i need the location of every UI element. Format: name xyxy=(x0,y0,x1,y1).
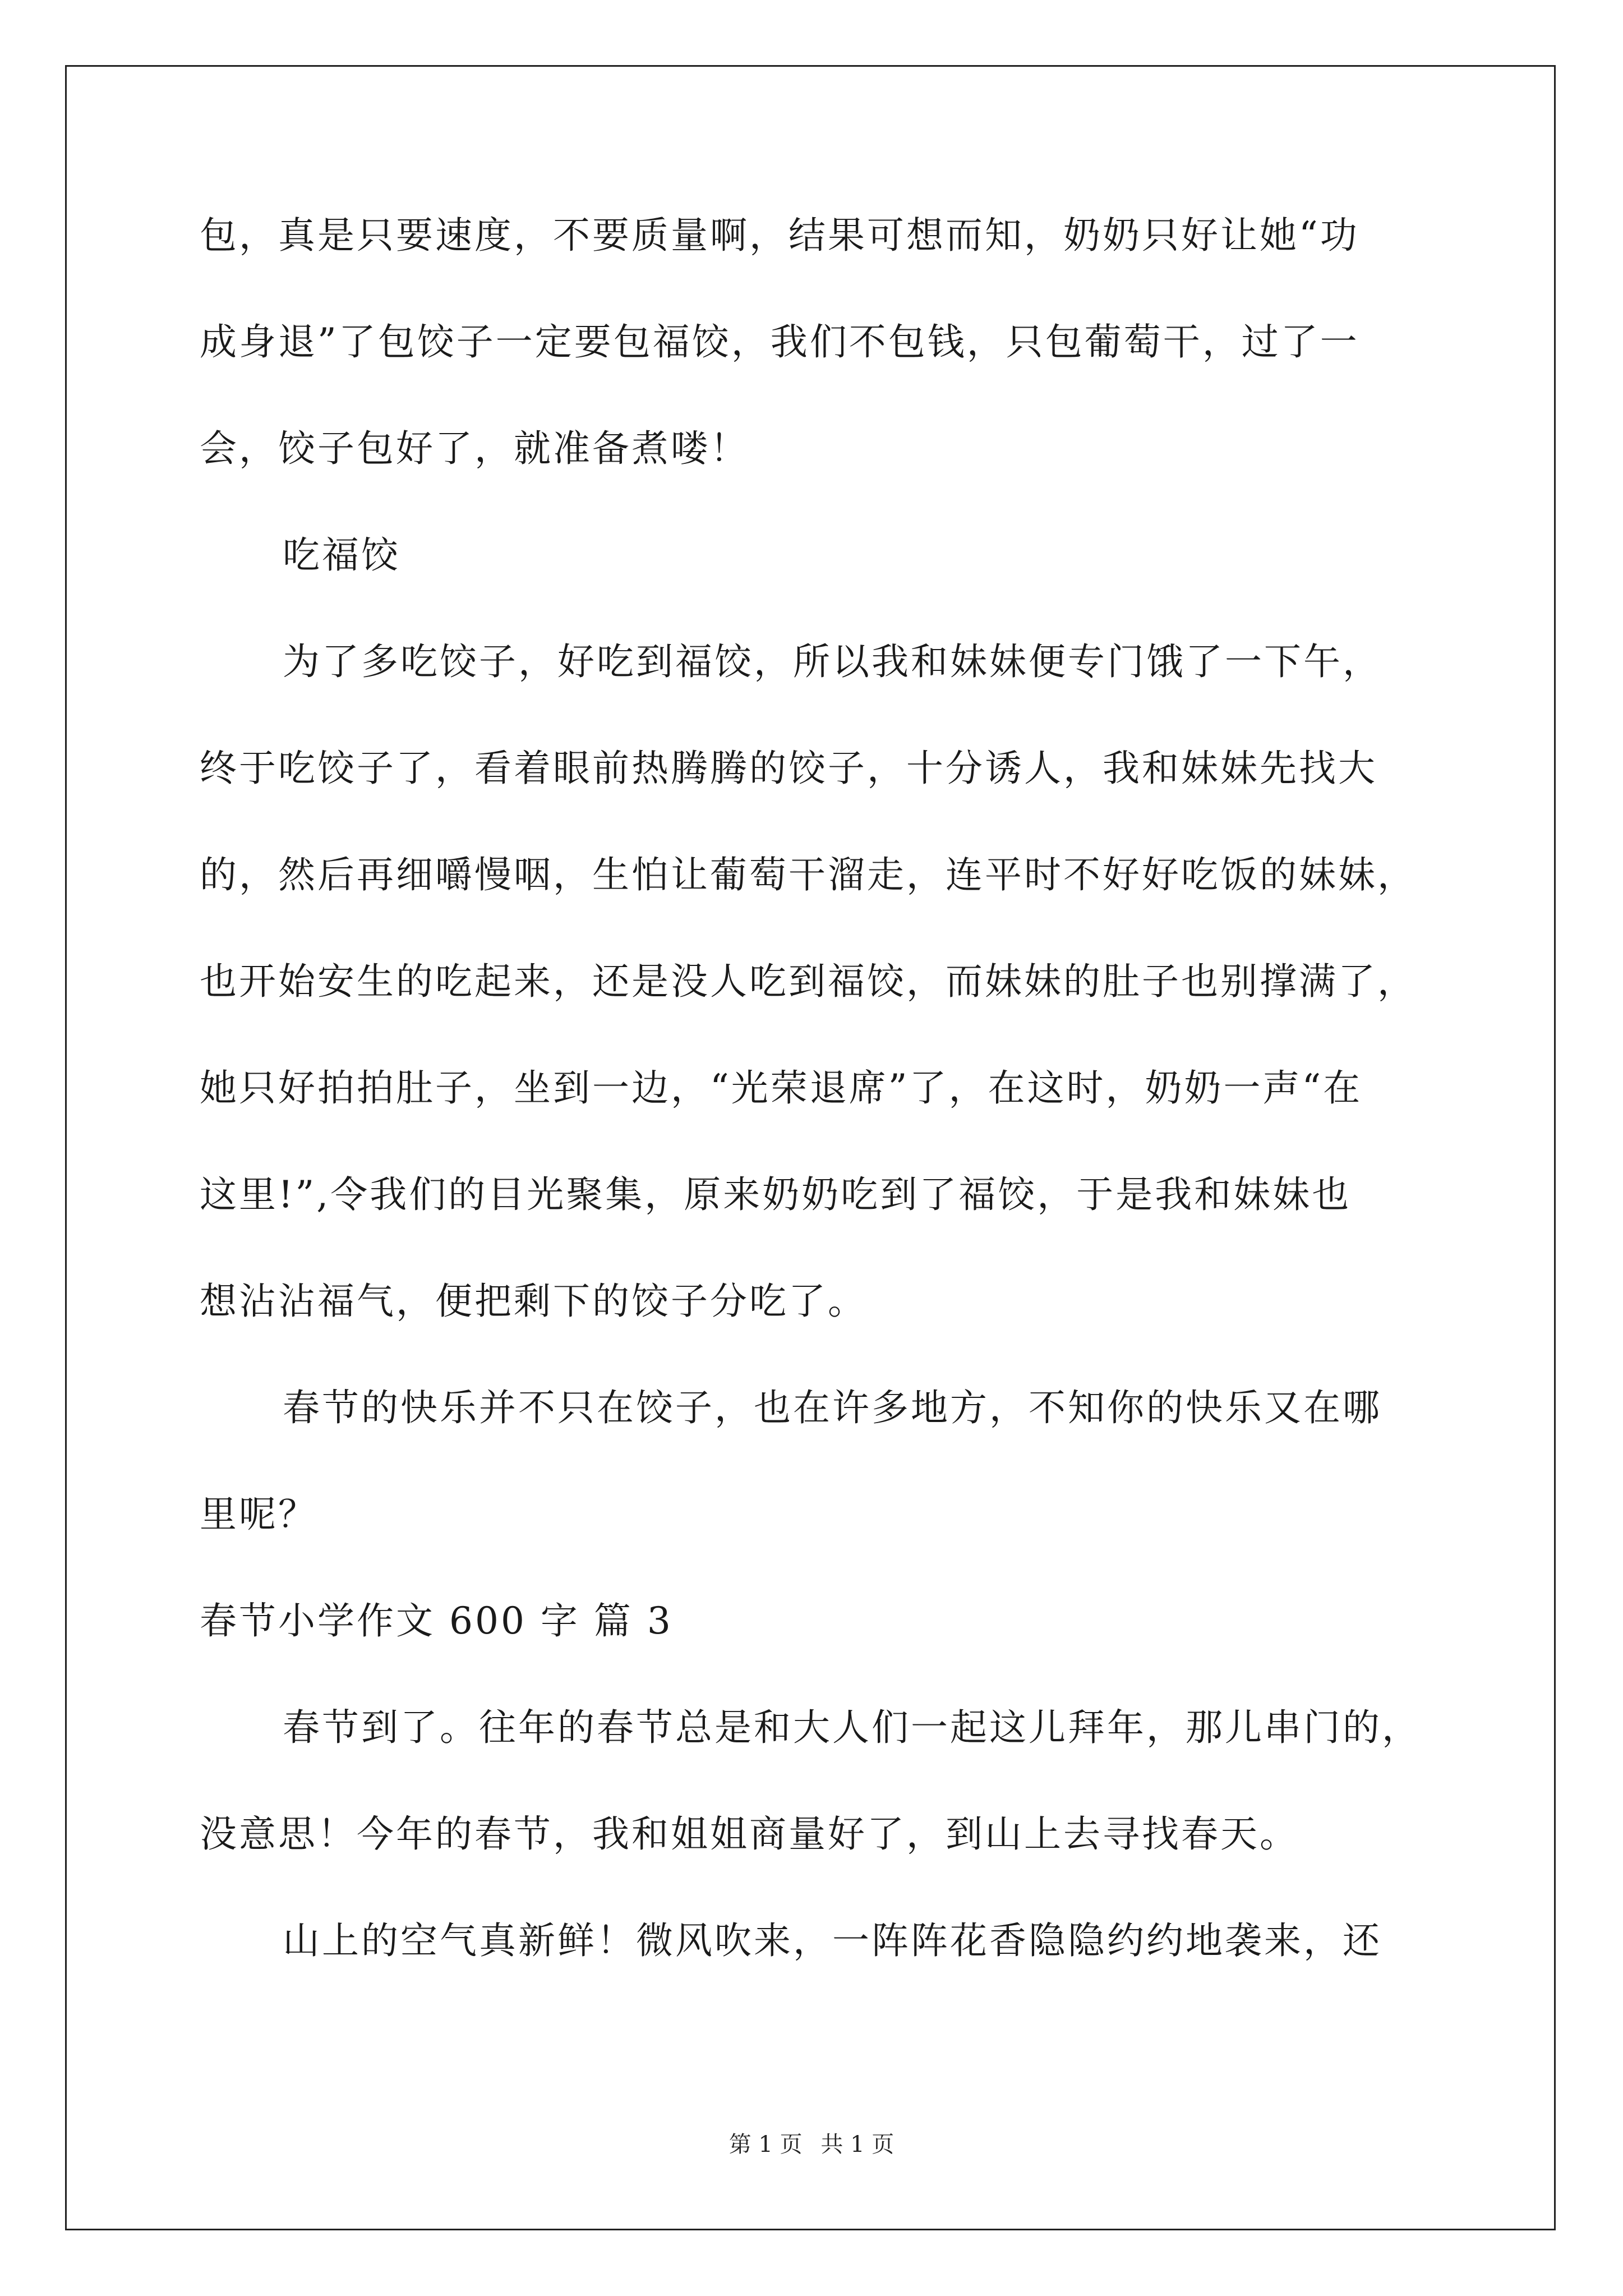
page-number: 第 1 页 xyxy=(728,2132,803,2157)
text-line: 成身退”了包饺子一定要包福饺，我们不包钱，只包葡萄干，过了一 xyxy=(200,320,1359,364)
text-line: 包，真是只要速度，不要质量啊，结果可想而知，奶奶只好让她“功 xyxy=(200,214,1359,257)
subheading: 吃福饺 xyxy=(283,533,400,577)
text-line: 春节到了。往年的春节总是和大人们一起这儿拜年，那儿串门的， xyxy=(283,1706,1421,1749)
text-line: 这里!”,令我们的目光聚集，原来奶奶吃到了福饺，于是我和妹妹也 xyxy=(200,1173,1352,1216)
text-line: 山上的空气真新鲜！微风吹来，一阵阵花香隐隐约约地袭来，还 xyxy=(283,1919,1382,1962)
text-line: 为了多吃饺子，好吃到福饺，所以我和妹妹便专门饿了一下午， xyxy=(283,640,1382,683)
text-line: 的，然后再细嚼慢咽，生怕让葡萄干溜走，连平时不好好吃饭的妹妹， xyxy=(200,853,1417,896)
page-total: 共 1 页 xyxy=(820,2132,895,2157)
text-line: 想沾沾福气，便把剩下的饺子分吃了。 xyxy=(200,1280,867,1323)
page-footer xyxy=(0,2131,1623,2159)
text-line: 也开始安生的吃起来，还是没人吃到福饺，而妹妹的肚子也别撑满了， xyxy=(200,960,1417,1003)
text-line: 她只好拍拍肚子，坐到一边，“光荣退席”了，在这时，奶奶一声“在 xyxy=(200,1066,1363,1110)
text-line: 春节的快乐并不只在饺子，也在许多地方，不知你的快乐又在哪 xyxy=(283,1386,1382,1429)
text-line: 终于吃饺子了，看着眼前热腾腾的饺子，十分诱人，我和妹妹先找大 xyxy=(200,747,1377,790)
text-line: 里呢？ xyxy=(200,1493,317,1536)
text-line: 没意思！今年的春节，我和姐姐商量好了，到山上去寻找春天。 xyxy=(200,1812,1299,1856)
page-border xyxy=(65,65,1556,2230)
section-heading: 春节小学作文 600 字 篇 3 xyxy=(200,1599,673,1642)
text-line: 会，饺子包好了，就准备煮喽！ xyxy=(200,427,749,470)
